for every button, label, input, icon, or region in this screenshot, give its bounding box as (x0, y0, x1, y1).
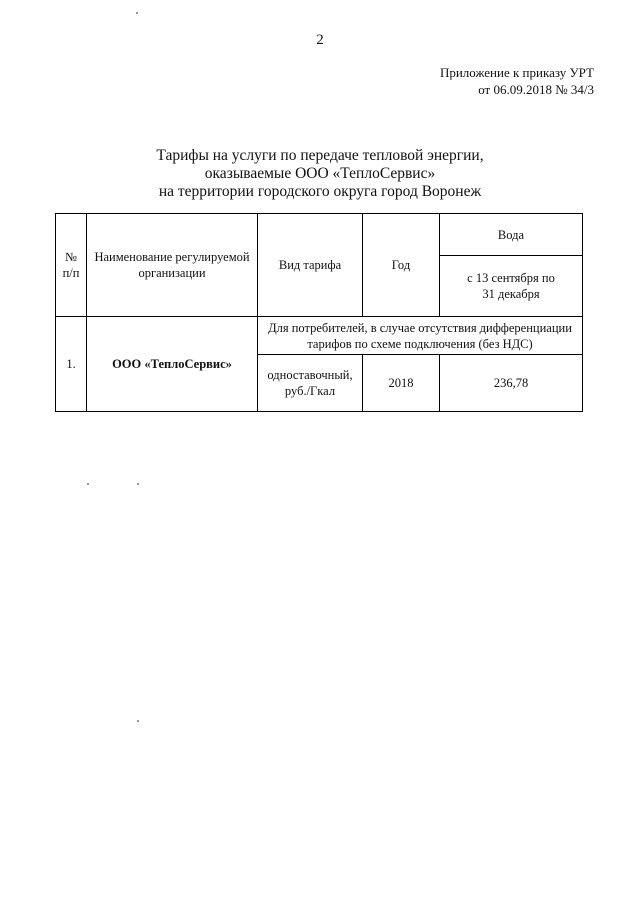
row-organization: ООО «ТеплоСервис» (87, 317, 258, 412)
tariff-table (55, 213, 583, 412)
header-organization: Наименование регулируемой организации (87, 214, 258, 317)
title-line: на территории городского округа город Воронеж (158, 183, 482, 200)
appendix-line: Приложение к приказу УРТ (439, 65, 594, 80)
row-tariff-type: одноставочный, руб./Гкал (258, 355, 363, 412)
table-header-row (56, 214, 583, 256)
header-service: Вода (440, 214, 583, 256)
title-line: оказываемые ООО «ТеплоСервис» (204, 165, 436, 182)
header-number: № п/п (56, 214, 87, 317)
table-row (56, 317, 583, 355)
row-number: 1. (56, 317, 87, 412)
header-year: Год (363, 214, 440, 317)
appendix-reference (440, 64, 594, 98)
header-tariff-type: Вид тарифа (258, 214, 363, 317)
scan-speck (137, 483, 139, 485)
page-number: 2 (316, 32, 324, 48)
header-period: с 13 сентября по 31 декабря (440, 256, 583, 317)
scan-speck (87, 483, 89, 485)
row-consumer-group: Для потребителей, в случае отсутствия дифференциации тарифов по схеме подключения (без НДС) (258, 317, 583, 355)
scan-speck (136, 12, 138, 14)
row-year: 2018 (363, 355, 440, 412)
title-line: Тарифы на услуги по передаче тепловой энергии, (156, 147, 484, 164)
document-title (0, 147, 640, 201)
row-value: 236,78 (440, 355, 583, 412)
appendix-line: от 06.09.2018 № 34/3 (478, 82, 594, 97)
scan-speck (137, 720, 139, 722)
